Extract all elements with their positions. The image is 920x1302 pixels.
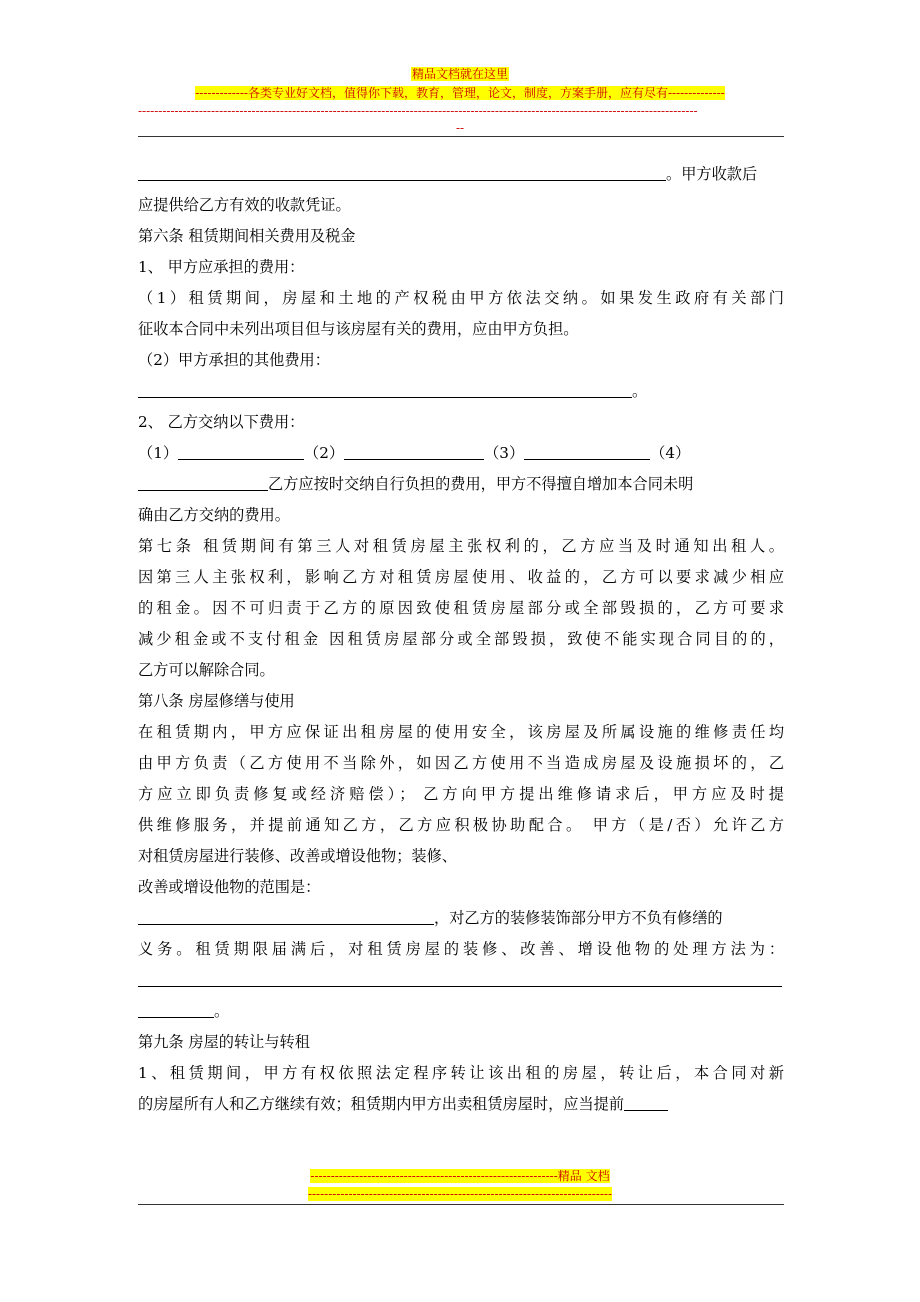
article-8-title: 第八条 房屋修缮与使用 [138, 692, 295, 710]
text-line: 1、 甲方应承担的费用： [138, 258, 305, 276]
header-dash-tail: -- [455, 121, 465, 135]
blank-line [138, 471, 268, 491]
article-6-title: 第六条 租赁期间相关费用及税金 [138, 227, 356, 245]
text-line: 。甲方收款后 [138, 159, 784, 190]
footer-line-2: --------------------------------------------------------------------------- [307, 1187, 613, 1201]
text-line: 改善或增设他物的范围是： [138, 878, 321, 896]
footer-line-1: -------------------------------------------------------------精品 文档 [310, 1169, 610, 1183]
text-line: ，对乙方的装修装饰部分甲方不负有修缮的 [138, 903, 784, 934]
text-line: 的房屋所有人和乙方继续有效；租赁期内甲方出卖租赁房屋时，应当提前 [138, 1089, 784, 1120]
header-title: 精品文档就在这里 [411, 67, 508, 81]
header-banner: -------------各类专业好文档，值得你下载，教育，管理，论文，制度，方案手册，应有尽有-------------- [195, 86, 725, 100]
text-line: 由甲方负责（乙方使用不当除外，如因乙方使用不当造成房屋及设施损坏的，乙 [138, 754, 784, 772]
text-line: 供维修服务，并提前通知乙方，乙方应积极协助配合。 甲方（是/否）允许乙方 [138, 816, 784, 834]
blank-line [624, 1091, 668, 1111]
text-line: 征收本合同中未列出项目但与该房屋有关的费用，应由甲方负担。 [138, 320, 579, 338]
blank-line [344, 440, 484, 460]
document-body [138, 159, 784, 1120]
footer-rule [138, 1204, 784, 1205]
text-line: （1）租赁期间，房屋和土地的产权税由甲方依法交纳。如果发生政府有关部门 [138, 289, 784, 307]
text-line: 减少租金或不支付租金 因租赁房屋部分或全部毁损，致使不能实现合同目的的， [138, 630, 784, 648]
article-7-line: 第七条 租赁期间有第三人对租赁房屋主张权利的，乙方应当及时通知出租人。 [138, 537, 784, 555]
text-line: 。 [138, 996, 784, 1027]
text-line: 。 [138, 376, 784, 407]
text-line [138, 965, 784, 996]
text-line: 方应立即负责修复或经济赔偿）； 乙方向甲方提出维修请求后，甲方应及时提 [138, 785, 784, 803]
text-line: （2）甲方承担的其他费用： [138, 351, 330, 369]
text-line: 对租赁房屋进行装修、改善或增设他物；装修、 [138, 847, 457, 865]
header-dash-line: ------------------------------------------------------------------------------------------------------------------------------------------ [138, 104, 698, 118]
blank-line [138, 967, 782, 987]
text-line: 乙方可以解除合同。 [138, 661, 275, 679]
text-line: 义务。租赁期限届满后，对租赁房屋的装修、改善、增设他物的处理方法为： [138, 940, 784, 958]
fee-list-line: （1） （2） （3） （4） [138, 438, 784, 469]
blank-line [138, 378, 632, 398]
text-line: 确由乙方交纳的费用。 [138, 506, 290, 524]
blank-line [138, 905, 434, 925]
text-line: 乙方应按时交纳自行负担的费用，甲方不得擅自增加本合同未明 [138, 469, 784, 500]
text-line: 的租金。因不可归责于乙方的原因致使租赁房屋部分或全部毁损的，乙方可要求 [138, 599, 784, 617]
blank-line [178, 440, 304, 460]
text-line: 在租赁期内，甲方应保证出租房屋的使用安全，该房屋及所属设施的维修责任均 [138, 723, 784, 741]
text-line: 因第三人主张权利，影响乙方对租赁房屋使用、收益的，乙方可以要求减少相应 [138, 568, 784, 586]
blank-line [138, 998, 214, 1018]
blank-line [138, 161, 666, 181]
text-line: 2、 乙方交纳以下费用： [138, 413, 305, 431]
text-line: 应提供给乙方有效的收款凭证。 [138, 196, 351, 214]
article-9-title: 第九条 房屋的转让与转租 [138, 1033, 310, 1051]
blank-line [524, 440, 650, 460]
text-line: 1、租赁期间，甲方有权依照法定程序转让该出租的房屋，转让后，本合同对新 [138, 1064, 784, 1082]
header-rule [138, 136, 784, 137]
